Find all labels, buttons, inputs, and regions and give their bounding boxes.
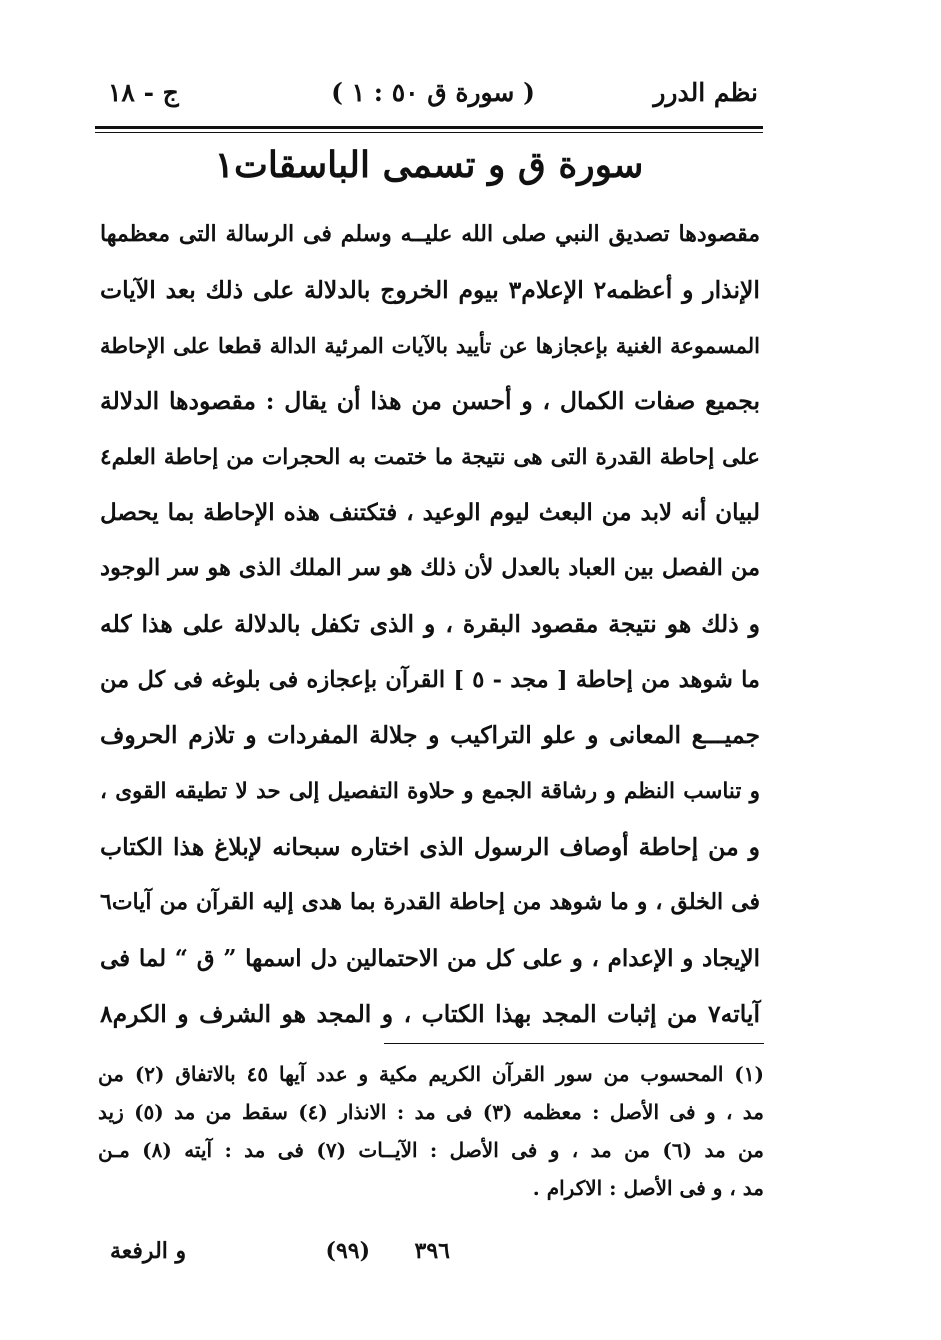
text-line: آياته٧ من إثبات المجد بهذا الكتاب ، و المجد هو الشرف و الكرم٨ [100, 999, 760, 1028]
catchword: و الرفعة [110, 1238, 187, 1264]
text-line: ما شوهد من إحاطة [ مجد - ٥ ] القرآن بإعجازه فى بلوغه فى كل من [100, 666, 760, 693]
text-line: على إحاطة القدرة التى هى نتيجة ما ختمت به الحجرات من إحاطة العلم٤ [100, 444, 760, 470]
surah-title: سورة ق و تسمى الباسقات١ [214, 144, 644, 186]
text-line: لبيان أنه لابد من البعث ليوم الوعيد ، فتكتنف هذه الإحاطة بما يحصل [100, 499, 760, 527]
text-line: مقصودها تصديق النبي صلى الله عليــه وسلم فى الرسالة التى معظمها [100, 221, 760, 247]
text-line: و تناسب النظم و رشاقة الجمع و حلاوة التفصيل إلى حد لا تطيقه القوى ، [100, 778, 760, 804]
footnote-line: من مد (٦) من مد ، و فى الأصل : الآيــات (٧) فى مد : آيته (٨) مـن [98, 1138, 764, 1162]
page-number: ٣٩٦ [414, 1238, 450, 1264]
surah-range: ( سورة ق ٥٠ : ١ ) [331, 78, 535, 107]
footnote-line: مد ، و فى الأصل : الاكرام . [532, 1176, 764, 1200]
volume-number: ج - ١٨ [108, 78, 179, 107]
header-rule-thin [95, 132, 763, 133]
footnote-line: مد ، و فى الأصل : معظمه (٣) فى مد : الانذار (٤) سقط من مد (٥) زيد [98, 1100, 764, 1124]
text-line: بجميع صفات الكمال ، و أحسن من هذا أن يقال : مقصودها الدلالة [100, 387, 760, 416]
text-line: و من إحاطة أوصاف الرسول الذى اختاره سبحانه لإبلاغ هذا الكتاب [100, 832, 760, 861]
text-line: الإنذار و أعظمه٢ الإعلام٣ بيوم الخروج بالدلالة على ذلك بعد الآيات [100, 275, 760, 304]
text-line: من الفصل بين العباد بالعدل لأن ذلك هو سر الملك الذى هو سر الوجود [100, 555, 760, 582]
footnotes [98, 1055, 764, 1207]
book-title: نظم الدرر [653, 78, 758, 107]
text-line: جميـــع المعانى و علو التراكيب و جلالة المفردات و تلازم الحروف [100, 721, 760, 750]
footnote-line: (١) المحسوب من سور القرآن الكريم مكية و عدد آيها ٤٥ بالاتفاق (٢) من [98, 1062, 764, 1086]
text-line: و ذلك هو نتيجة مقصود البقرة ، و الذى تكفل بالدلالة على هذا كله [100, 609, 760, 638]
running-header [108, 78, 758, 118]
text-line: الإيجاد و الإعدام ، و على كل من الاحتمالين دل اسمها ” ق “ لما فى [100, 944, 760, 972]
text-line: المسموعة الغنية بإعجازها عن تأييد بالآيات المرئية الدالة قطعا على الإحاطة [100, 333, 760, 359]
main-text [100, 207, 760, 1042]
footnote-rule [384, 1043, 764, 1044]
manuscript-number: (٩٩) [325, 1238, 370, 1264]
text-line: فى الخلق ، و ما شوهد من إحاطة القدرة بما هدى إليه القرآن من آيات٦ [100, 889, 760, 916]
header-rule [95, 126, 763, 129]
page-footer [110, 1238, 770, 1278]
